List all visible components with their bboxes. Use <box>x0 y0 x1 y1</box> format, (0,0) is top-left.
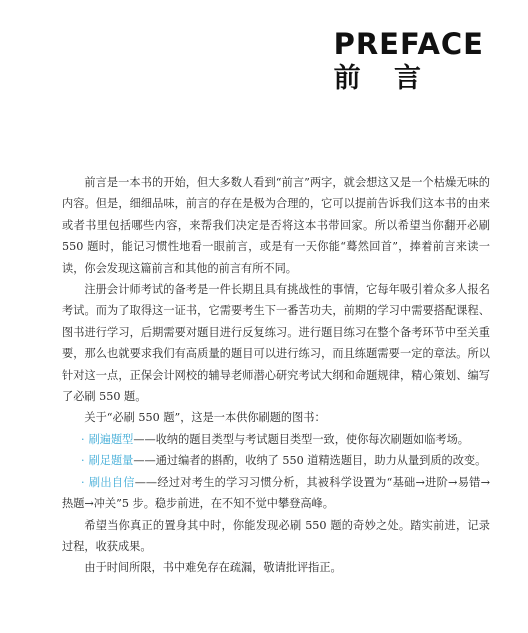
bullet-item <box>62 429 490 450</box>
bullet-item <box>62 450 490 471</box>
paragraph-note: 由于时间所限，书中难免存在疏漏，敬请批评指正。 <box>84 561 342 575</box>
paragraph-intro: 前言是一本书的开始，但大多数人看到“前言”两字，就会想这又是一个枯燥无味的内容。但是，细细品味，前言的存在是极为合理的，它可以提前告诉我们这本书的由来或者书里包括哪些内容，来帮我们决定是否将这本书带回家。所以希望当你翻开必刷 550 题时，能记习惯性地看一眼前言，或是有一天你能“蓦然回首”，捧着前言来读一读，你会发现这篇前言和其他的前言有所不同。 <box>62 176 490 275</box>
preface-heading <box>334 28 484 96</box>
paragraph-hope: 希望当你真正的置身其中时，你能发现必刷 550 题的奇妙之处。踏实前进，记录过程，收获成果。 <box>62 518 490 553</box>
bullet-highlight: 刷足题量 <box>88 454 134 468</box>
bullet-dot: · <box>81 454 85 468</box>
bullet-highlight: 刷遍题型 <box>88 432 134 446</box>
title-en: PREFACE <box>333 27 484 61</box>
preface-body <box>62 172 490 579</box>
bullet-text: ——通过编者的斟酌，收纳了 550 道精选题目，助力从量到质的改变。 <box>133 454 487 468</box>
paragraph-about: 关于“必刷 550 题”，这是一本供你刷题的图书： <box>84 411 326 425</box>
bullet-text: ——经过对考生的学习习惯分析，其被科学设置为“基础→进阶→易错→热题→冲关”5 步。稳步前进，在不知不觉中攀登高峰。 <box>62 475 490 511</box>
bullet-highlight: 刷出自信 <box>88 475 135 489</box>
bullet-item <box>62 472 490 515</box>
title-cn: 前 言 <box>333 63 433 94</box>
bullet-dot: · <box>81 432 85 446</box>
bullet-text: ——收纳的题目类型与考试题目类型一致，使你每次刷题如临考场。 <box>133 432 469 446</box>
bullet-dot: · <box>81 475 85 489</box>
paragraph-exam: 注册会计师考试的备考是一件长期且具有挑战性的事情，它每年吸引着众多人报名考试。而为了取得这一证书，它需要考生下一番苦功夫，前期的学习中需要搭配课程、图书进行学习，后期需要对题目进行反复练习。进行题目练习在整个备考环节中至关重要，那么也就要求我们有高质量的题目可以进行练习，而且练题需要一定的章法。所以针对这一点，正保会计网校的辅导老师潜心研究考试大纲和命题规律，精心策划、编写了必刷 550 题。 <box>62 283 490 404</box>
